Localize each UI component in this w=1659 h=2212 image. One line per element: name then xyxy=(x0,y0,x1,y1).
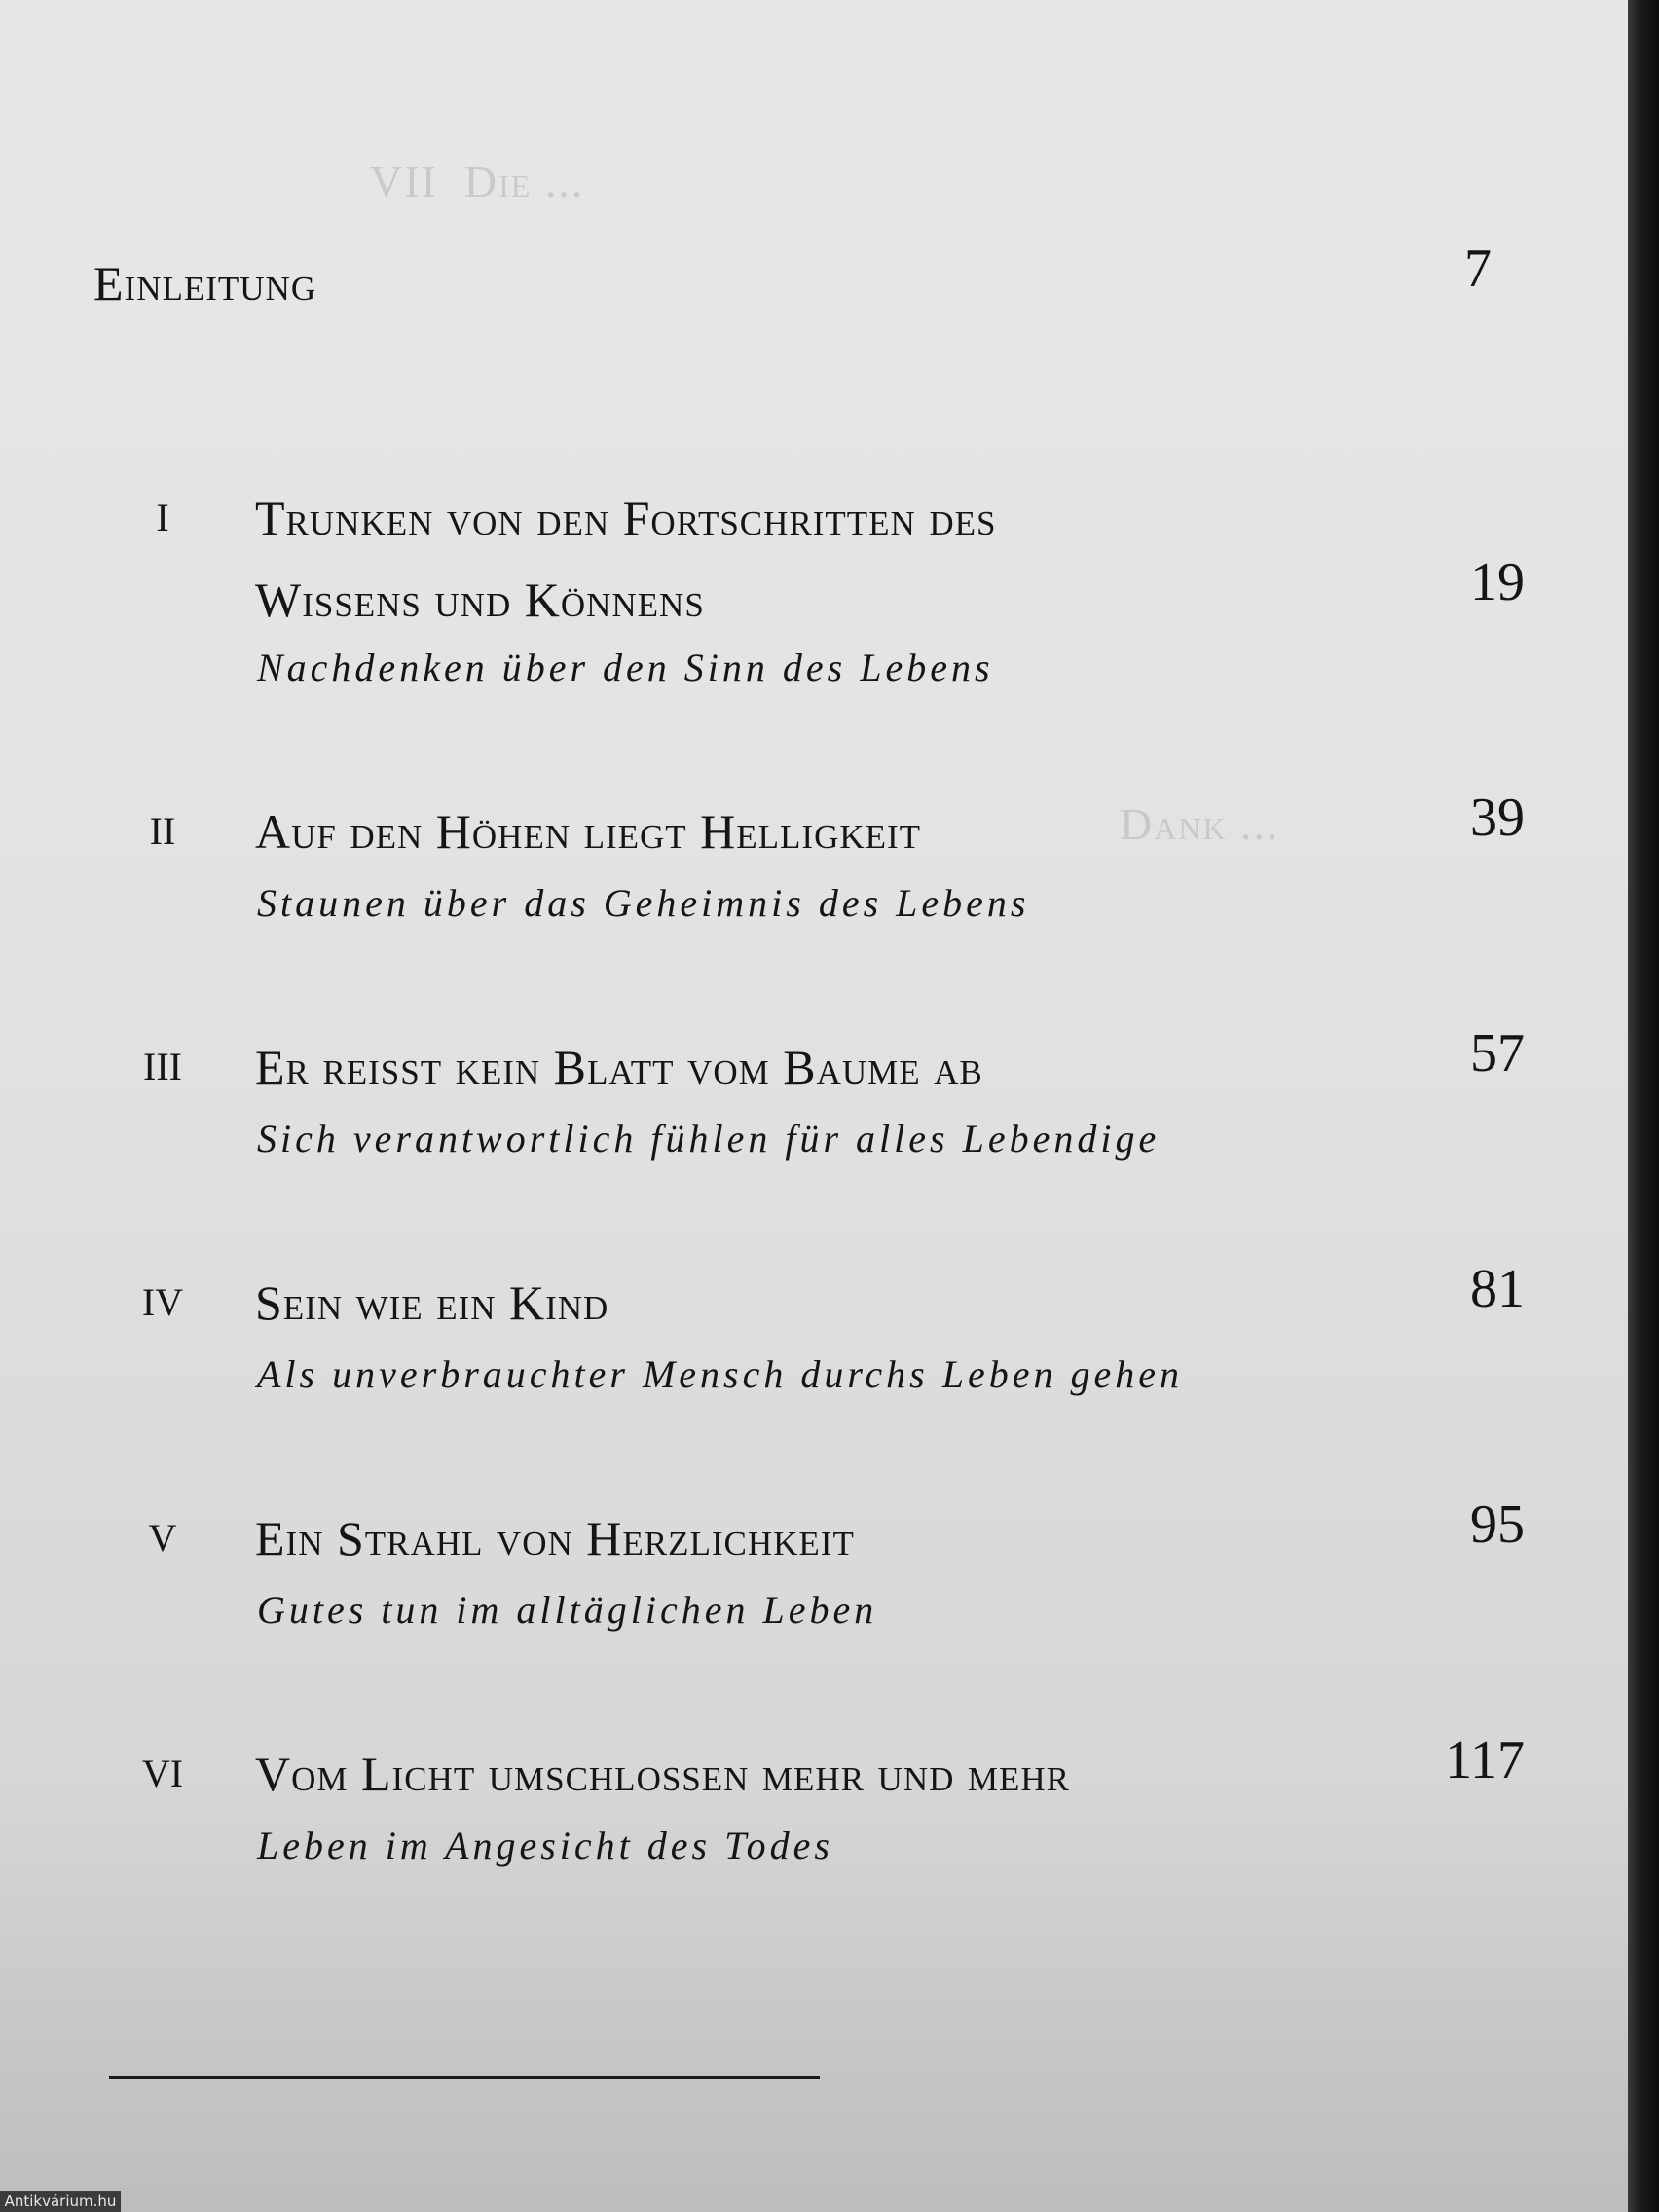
chapter-title: Trunken von den Fortschritten des Wissens und Könnens xyxy=(255,491,997,627)
chapter-numeral: IV xyxy=(141,1280,184,1324)
show-through-text: Dank ... xyxy=(1120,799,1280,849)
chapter-subtitle: Als unverbrauchter Mensch durchs Leben gehen xyxy=(257,1352,1183,1396)
chapter-title: Vom Licht umschlossen mehr und mehr xyxy=(255,1747,1070,1801)
chapter-subtitle: Staunen über das Geheimnis des Lebens xyxy=(257,881,1030,925)
chapter-subtitle: Gutes tun im alltäglichen Leben xyxy=(257,1588,878,1632)
chapter-page-number: 117 xyxy=(1445,1730,1525,1790)
chapter-numeral: I xyxy=(156,496,169,539)
chapter-page-number: 39 xyxy=(1470,788,1525,848)
chapter-page-number: 95 xyxy=(1470,1494,1525,1555)
page-edge-shadow xyxy=(1628,0,1659,2212)
watermark: Antikvárium.hu xyxy=(0,2191,121,2212)
chapter-subtitle: Leben im Angesicht des Todes xyxy=(257,1824,833,1867)
chapter-subtitle: Nachdenken über den Sinn des Lebens xyxy=(257,645,994,689)
chapter-numeral: III xyxy=(143,1045,182,1088)
chapter-numeral: VI xyxy=(141,1751,184,1795)
show-through-text: VII Die ... xyxy=(370,157,585,206)
chapter-subtitle: Sich verantwortlich fühlen für alles Lebendige xyxy=(257,1117,1161,1161)
chapter-numeral: II xyxy=(149,809,176,853)
chapter-title: Er reisst kein Blatt vom Baume ab xyxy=(255,1040,983,1094)
chapter-title: Ein Strahl von Herzlichkeit xyxy=(255,1511,855,1566)
chapter-page-number: 19 xyxy=(1470,552,1525,612)
introduction-page-number: 7 xyxy=(1464,239,1492,299)
chapter-page-number: 81 xyxy=(1470,1259,1525,1319)
chapter-title: Auf den Höhen liegt Helligkeit xyxy=(255,804,922,859)
introduction-title: Einleitung xyxy=(93,256,317,311)
chapter-page-number: 57 xyxy=(1470,1023,1525,1084)
footer-rule xyxy=(109,2076,820,2079)
chapter-numeral: V xyxy=(148,1516,177,1560)
chapter-title: Sein wie ein Kind xyxy=(255,1275,609,1330)
